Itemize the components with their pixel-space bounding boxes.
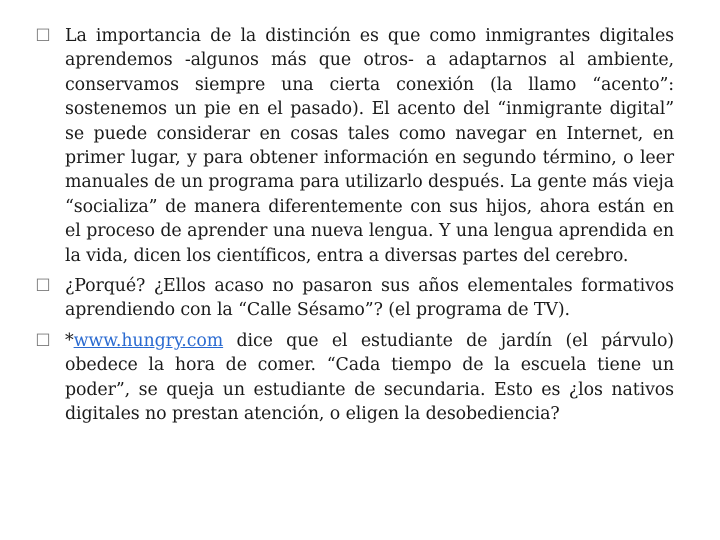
- hungry-link[interactable]: www.hungry.com: [73, 330, 224, 351]
- bullet-text: [65, 329, 674, 427]
- bullet-prefix: *: [65, 330, 74, 351]
- checkbox-bullet-icon: ☐: [35, 26, 51, 46]
- bullet-body: dice que el estudiante de jardín (el párvulo) obedece la hora de comer. “Cada tiempo de la escuela tiene un poder”, se queja un estudiante de secundaria. Esto es ¿los nativos digitales no prestan atención, o eligen la desobediencia?: [65, 330, 674, 425]
- bullet-item: [34, 274, 674, 323]
- checkbox-bullet-icon: ☐: [35, 276, 51, 297]
- checkbox-bullet-icon: ☐: [35, 330, 51, 351]
- slide-body: [34, 24, 674, 433]
- bullet-text: ¿Porqué? ¿Ellos acaso no pasaron sus años elementales formativos aprendiendo con la “Calle Sésamo”? (el programa de TV).: [65, 276, 674, 321]
- bullet-text: La importancia de la distinción es que como inmigrantes digitales aprendemos -algunos más que otros- a adaptarnos al ambiente, conservamos siempre una cierta conexión (la llamo “acento”: sostenemos un pie en el pasado). El acento del “inmigrante digital” se puede considerar en cosas tales como navegar en Internet, en primer lugar, y para obtener información en segundo término, o leer manuales de un programa para utilizarlo después. La gente más vieja “socializa” de manera diferentemente con sus hijos, ahora están en el proceso de aprender una nueva lengua. Y una lengua aprendida en la vida, dicen los científicos, entra a diversas partes del cerebro.: [65, 26, 674, 266]
- bullet-item: [34, 24, 674, 268]
- bullet-item: [34, 329, 674, 427]
